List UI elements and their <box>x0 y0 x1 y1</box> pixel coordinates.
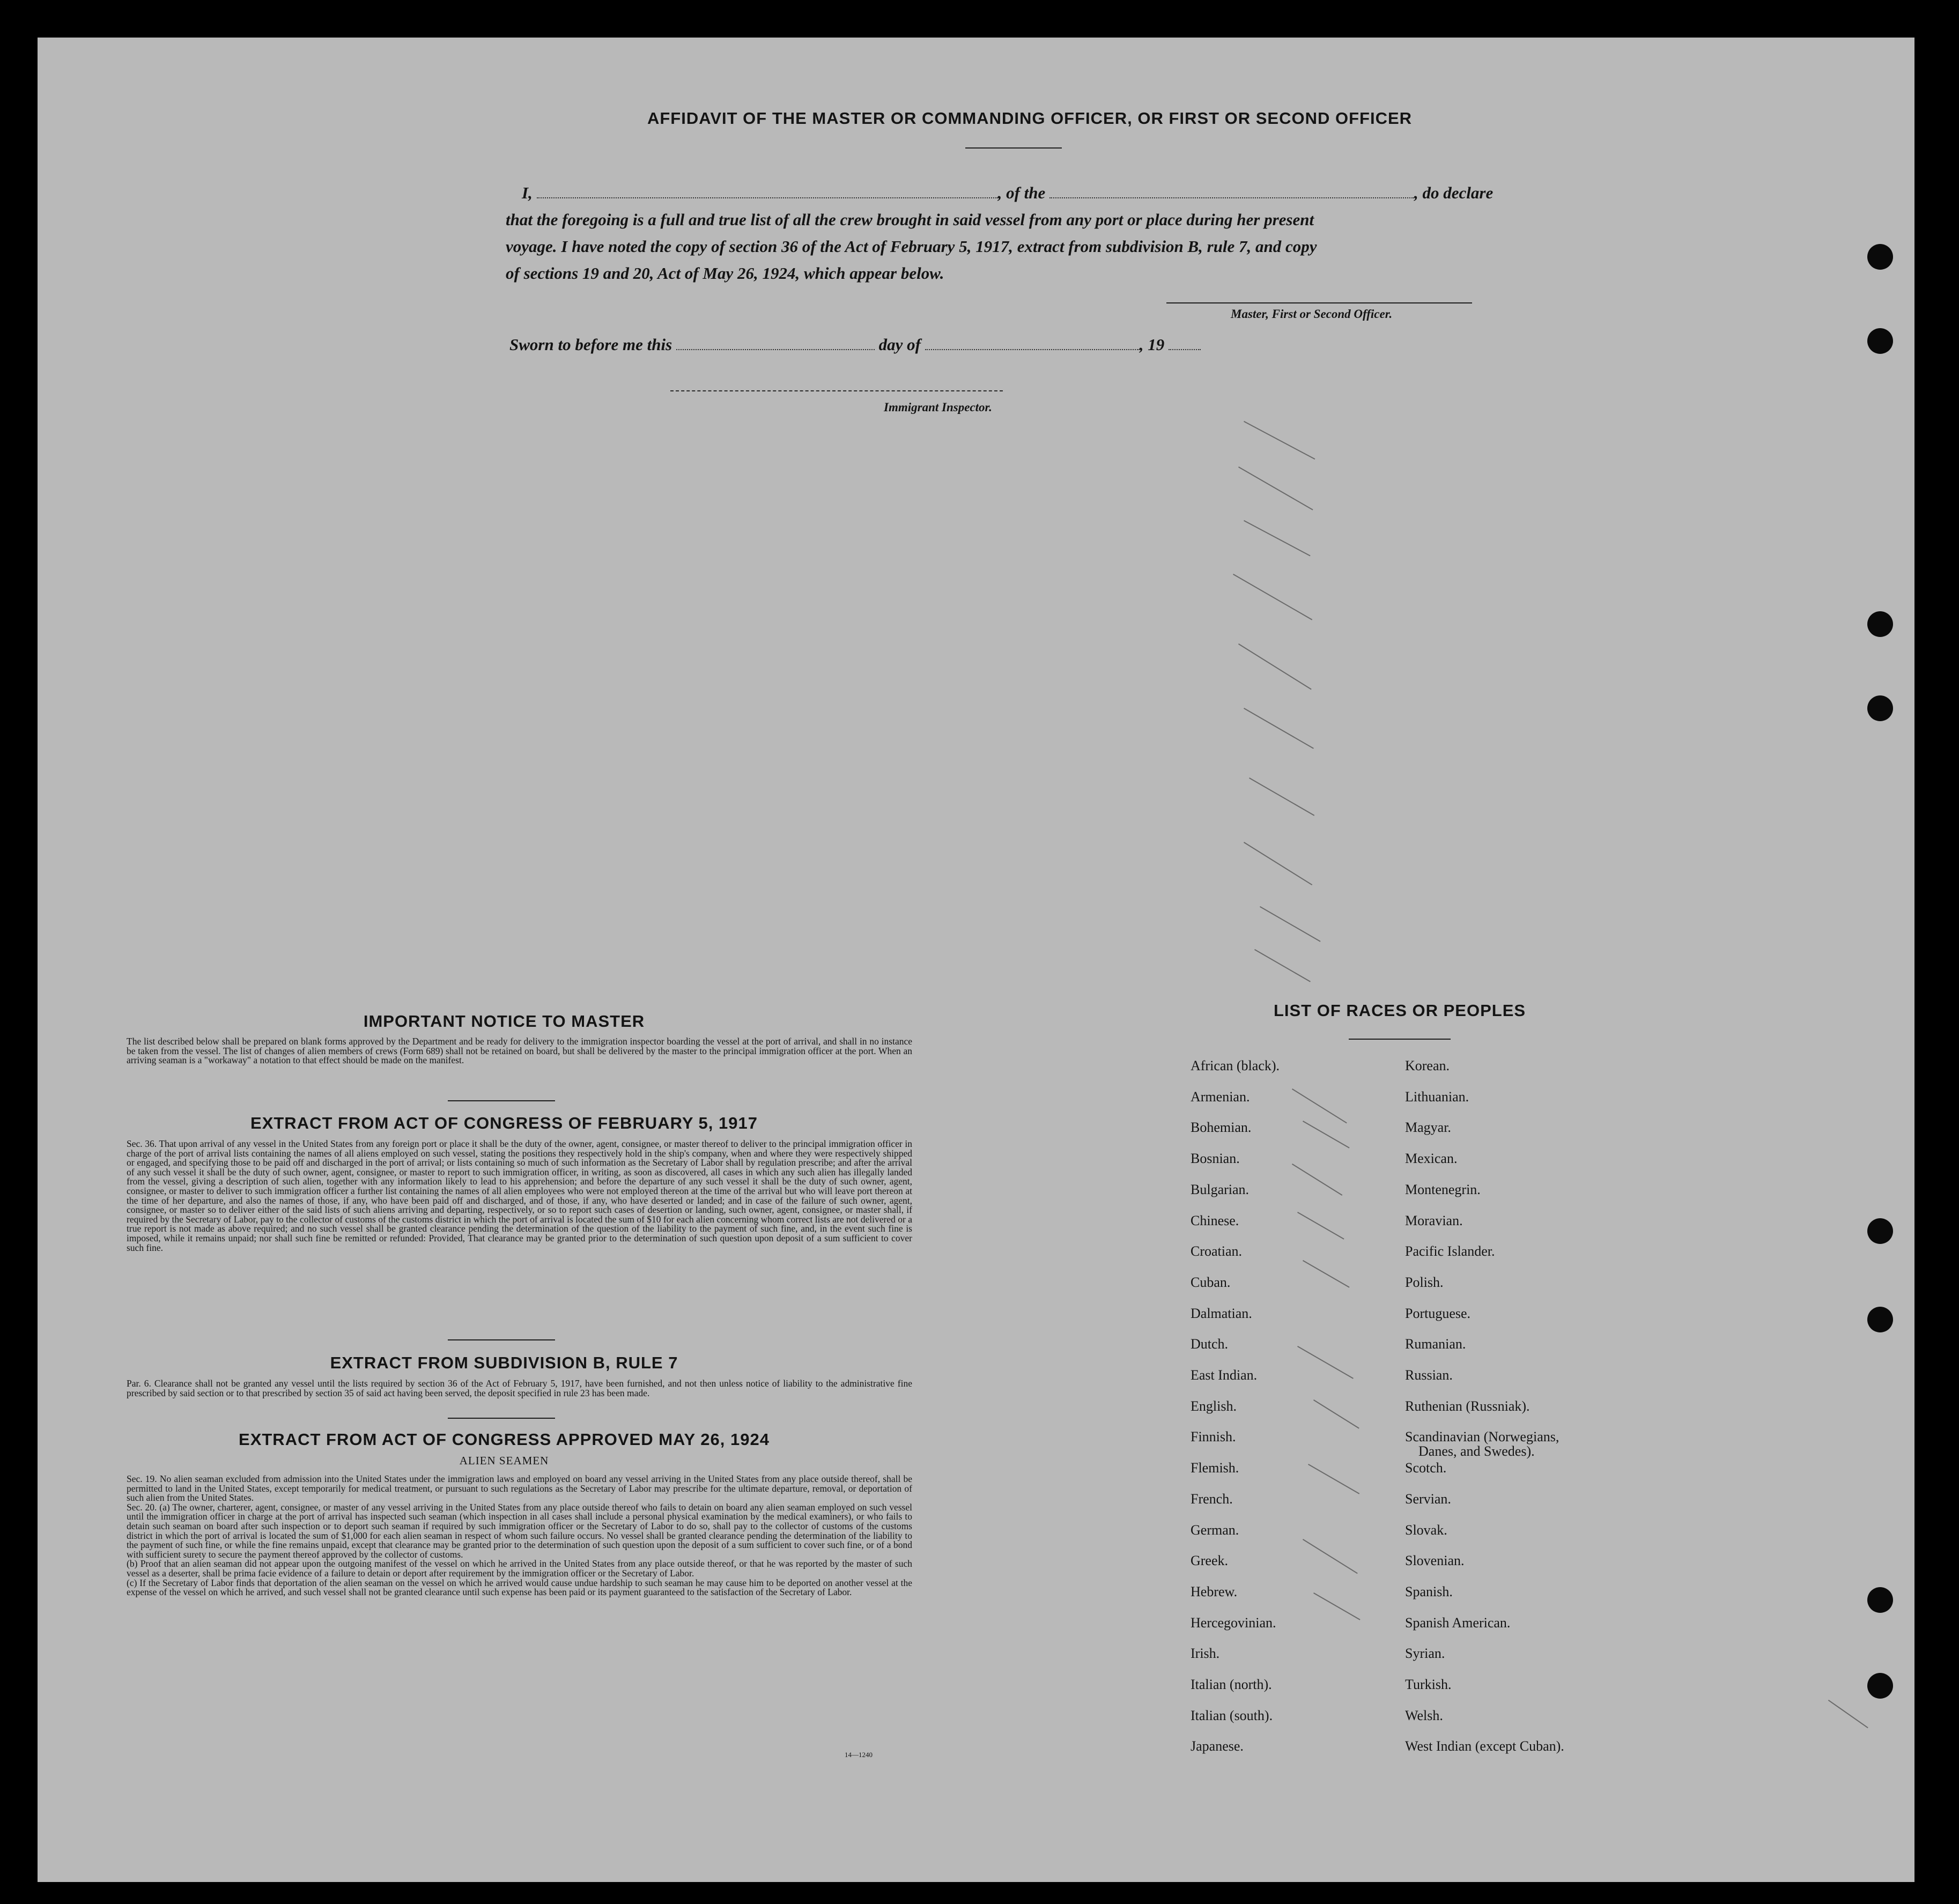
races-title: LIST OF RACES OR PEOPLES <box>1273 1001 1526 1020</box>
race-item: Syrian. <box>1405 1646 1445 1662</box>
binder-hole <box>1867 244 1893 270</box>
extract-1924-title: EXTRACT FROM ACT OF CONGRESS APPROVED MAY 26, 1924 <box>239 1430 770 1449</box>
extract-1924-subtitle: ALIEN SEAMEN <box>459 1454 549 1467</box>
day-of-label: day of <box>878 335 921 354</box>
race-item: Cuban. <box>1191 1274 1231 1290</box>
race-item: Pacific Islander. <box>1405 1243 1495 1260</box>
form-sheet <box>38 38 1914 1882</box>
pen-stroke <box>1828 1700 1868 1728</box>
race-item: Scotch. <box>1405 1460 1447 1476</box>
race-item: French. <box>1191 1491 1233 1507</box>
inspector-signature-line[interactable] <box>670 390 1003 391</box>
extract-rule7-body: Par. 6. Clearance shall not be granted any vessel until the lists required by section 36 of the Act of February 5, 1917, have been furnished, and not then unless notice of liability to the administrative fine prescribed by said section or to that prescribed by section 35 of said act having been served, the deposit specified in rule 23 has been made. <box>127 1378 912 1398</box>
extract-1917-title: EXTRACT FROM ACT OF CONGRESS OF FEBRUARY 5, 1917 <box>250 1114 758 1132</box>
pen-stroke <box>1292 1088 1347 1123</box>
notice-title: IMPORTANT NOTICE TO MASTER <box>363 1012 645 1031</box>
race-item: Irish. <box>1191 1646 1220 1662</box>
race-item: Greek. <box>1191 1553 1229 1569</box>
race-item: Danes, and Swedes). <box>1418 1443 1535 1460</box>
binder-hole <box>1867 611 1893 637</box>
vessel-name-blank[interactable] <box>1049 197 1414 198</box>
affidavit-title: AFFIDAVIT OF THE MASTER OR COMMANDING OFFICER, OR FIRST OR SECOND OFFICER <box>647 109 1413 128</box>
race-item: West Indian (except Cuban). <box>1405 1738 1564 1754</box>
pen-stroke <box>1308 1464 1359 1494</box>
pen-stroke <box>1244 421 1315 460</box>
binder-hole <box>1867 1307 1893 1332</box>
race-item: Magyar. <box>1405 1120 1451 1136</box>
sworn-day-blank[interactable] <box>676 349 875 350</box>
pen-stroke <box>1233 574 1312 620</box>
extract-rule7-divider <box>448 1418 555 1419</box>
extract-1917-body: Sec. 36. That upon arrival of any vessel in the United States from any foreign port or place it shall be the duty of the owner, agent, consignee, or master thereof to deliver to the principal immigration officer in charge of the port of arrival lists containing the names of all aliens employed on such vessel, stating the positions they respectively hold in the ship's company, when and where they were respectively shipped or engaged, and specifying those to be paid off and discharged in the port of arrival; or lists containing so much of such information as the Secretary of Labor shall by regulation prescribe; and after the arrival of any such vessel it shall be the duty of such owner, agent, consignee, or master to report to such immigration officer, in writing, as soon as discovered, all cases in which any such alien has illegally landed from the vessel, giving a description of such alien, together with any information likely to lead to his apprehension; and before the departure of any such vessel it shall be the duty of such owner, agent, consignee, or master to deliver to such immigration officer a further list containing the names of all alien employees who were not employed thereon at the time of the arrival but who will leave port thereon at the time of her departure, and also the names of those, if any, who have been paid off and discharged, and of those, if any, who have deserted or landed; and in case of the failure of such owner, agent, consignee, or master so to deliver either of the said lists of such aliens arriving and departing, respectively, or so to report such cases of desertion or landing, such owner, agent, consignee, or master shall, if required by the Secretary of Labor, pay to the collector of customs of the customs district in which the port of arrival is located the sum of $10 for each alien concerning whom correct lists are not delivered or a true report is not made as above required; and no such vessel shall be granted clearance pending the determination of the question of the liability to the payment of such fine, and, in the event such fine is imposed, while it remains unpaid; nor shall such fine be remitted or refunded: Provided, That clearance may be granted prior to the determination of such question upon deposit of a sum sufficient to cover such fine. <box>127 1138 912 1253</box>
pen-stroke <box>1303 1260 1350 1288</box>
pen-stroke <box>1292 1164 1342 1196</box>
do-declare-label: , do declare <box>1414 183 1494 202</box>
pen-stroke <box>1244 708 1314 749</box>
master-signature-line[interactable] <box>1166 302 1472 303</box>
race-item: Spanish American. <box>1405 1614 1511 1631</box>
race-item: Croatian. <box>1191 1243 1243 1260</box>
sworn-label: Sworn to before me this <box>509 335 672 354</box>
race-item: Hebrew. <box>1191 1583 1238 1599</box>
binder-hole <box>1867 1587 1893 1613</box>
race-item: Ruthenian (Russniak). <box>1405 1398 1530 1414</box>
race-item: Hercegovinian. <box>1191 1614 1276 1631</box>
notice-divider <box>448 1100 555 1101</box>
declaration-line-3: voyage. I have noted the copy of section 36 of the Act of February 5, 1917, extract from subdivision B, rule 7, and copy <box>506 237 1317 256</box>
notice-body: The list described below shall be prepared on blank forms approved by the Department and be ready for delivery to the immigration inspector boarding the vessel at the port of arrival, and shall in no instance be taken from the vessel. The list of changes of alien members of crews (Form 689) shall not be retained on board, but shall be delivered by the master to the principal immigration officer at the port. When an arriving seaman is a "workaway" a notation to that effect should be made on the manifest. <box>127 1036 912 1066</box>
race-item: German. <box>1191 1522 1239 1538</box>
race-item: East Indian. <box>1191 1367 1258 1383</box>
of-the-label: , of the <box>997 183 1046 202</box>
pen-stroke <box>1297 1212 1344 1240</box>
master-signature-label: Master, First or Second Officer. <box>1231 307 1393 321</box>
title-divider <box>965 147 1062 149</box>
race-item: African (black). <box>1191 1058 1280 1073</box>
i-label: I, <box>522 183 533 202</box>
sworn-line <box>509 335 1201 354</box>
race-item: Russian. <box>1405 1367 1453 1383</box>
declaration-line-2: that the foregoing is a full and true list of all the crew brought in said vessel from any port or place during her present <box>506 210 1314 229</box>
race-item: Lithuanian. <box>1405 1088 1469 1105</box>
pen-stroke <box>1254 949 1311 982</box>
race-item: Turkish. <box>1405 1677 1452 1692</box>
pen-stroke <box>1244 842 1312 885</box>
races-divider <box>1349 1039 1451 1040</box>
race-item: Polish. <box>1405 1274 1444 1290</box>
race-item: Dutch. <box>1191 1336 1229 1352</box>
declaration-line-4: of sections 19 and 20, Act of May 26, 1924, which appear below. <box>506 264 944 283</box>
sec-19-text: Sec. 19. No alien seaman excluded from admission into the United States under the immigration laws and employed on board any vessel arriving in the United States from any place outside thereof, shall be permitted to land in the United States, except temporarily for medical treatment, or pursuant to such regulations as the Secretary of Labor may prescribe for the ultimate departure, removal, or deportation of such alien from the United States. <box>127 1473 912 1503</box>
race-item: Armenian. <box>1191 1088 1250 1105</box>
race-item: Chinese. <box>1191 1212 1239 1228</box>
race-item: Bosnian. <box>1191 1151 1240 1167</box>
pen-stroke <box>1303 1121 1350 1149</box>
affidavit-declaration <box>506 180 1551 287</box>
sworn-month-blank[interactable] <box>925 349 1140 350</box>
pen-stroke <box>1303 1539 1358 1574</box>
race-item: Japanese. <box>1191 1738 1244 1754</box>
master-name-blank[interactable] <box>537 197 998 198</box>
race-item: Korean. <box>1405 1058 1450 1073</box>
extract-1917-divider <box>448 1339 555 1340</box>
form-number: 14—1240 <box>845 1751 873 1759</box>
race-item: Rumanian. <box>1405 1336 1466 1352</box>
pen-stroke <box>1238 466 1313 510</box>
pen-stroke <box>1313 1592 1361 1620</box>
sec-20a-text: Sec. 20. (a) The owner, charterer, agent, consignee, or master of any vessel arriving in the United States from any place outside thereof who fails to detain on board any alien seaman employed on such vessel until the immigration officer in charge at the port of arrival has inspected such seaman (which inspection in all cases shall include a personal physical examination by the medical examiners), or who fails to detain such seaman on board after such inspection or to deport such seaman if required by such immigration officer or the Secretary of Labor to do so, shall pay to the collector of customs of the customs district in which the port of arrival is located the sum of $1,000 for each alien seaman in respect of whom such failure occurs. No vessel shall be granted clearance pending the determination of the liability to the payment of such fine, or while the fine remains unpaid, except that clearance may be granted prior to the determination of such question upon the deposit of a sum sufficient to cover such fine, or of a bond with sufficient surety to secure the payment thereof approved by the collector of customs. <box>127 1501 912 1560</box>
pen-stroke <box>1249 777 1314 816</box>
race-item: Finnish. <box>1191 1429 1236 1445</box>
race-item: Slovak. <box>1405 1522 1447 1538</box>
sec-20b-text: (b) Proof that an alien seaman did not appear upon the outgoing manifest of the vessel on which he arrived in the United States from any place outside thereof, or that he was reported by the master of such vessel as a deserter, shall be prima facie evidence of a failure to detain or deport after requirement by the immigration officer or the Secretary of Labor. <box>127 1558 912 1579</box>
pen-stroke <box>1238 643 1312 690</box>
race-item: Bulgarian. <box>1191 1181 1250 1197</box>
race-item: Welsh. <box>1405 1707 1443 1723</box>
race-item: Flemish. <box>1191 1460 1239 1476</box>
pen-stroke <box>1260 906 1321 942</box>
race-item: English. <box>1191 1398 1237 1414</box>
race-item: Italian (north). <box>1191 1677 1272 1692</box>
pen-stroke <box>1244 520 1311 556</box>
race-item: Italian (south). <box>1191 1707 1273 1723</box>
race-item: Moravian. <box>1405 1212 1463 1228</box>
race-item: Montenegrin. <box>1405 1181 1481 1197</box>
race-item: Slovenian. <box>1405 1553 1465 1569</box>
race-item: Servian. <box>1405 1491 1451 1507</box>
binder-hole <box>1867 328 1893 354</box>
inspector-label: Immigrant Inspector. <box>884 401 992 414</box>
extract-1924-body <box>127 1475 912 1597</box>
binder-hole <box>1867 1218 1893 1244</box>
race-item: Portuguese. <box>1405 1305 1471 1321</box>
binder-hole <box>1867 695 1893 721</box>
race-item: Dalmatian. <box>1191 1305 1252 1321</box>
race-item: Mexican. <box>1405 1151 1458 1167</box>
sworn-year-blank[interactable] <box>1169 349 1201 350</box>
pen-stroke <box>1297 1346 1354 1379</box>
sec-20c-text: (c) If the Secretary of Labor finds that deportation of the alien seaman on the vessel on which he arrived would cause undue hardship to such seaman he may cause him to be deported on another vessel at the expense of the vessel on which he arrived, and such vessel shall not be granted clearance until such expense has been paid or its payment guaranteed to the satisfaction of the Secretary of Labor. <box>127 1577 912 1598</box>
pen-stroke <box>1313 1399 1359 1429</box>
extract-rule7-title: EXTRACT FROM SUBDIVISION B, RULE 7 <box>330 1353 678 1372</box>
race-item: Scandinavian (Norwegians, <box>1405 1429 1559 1445</box>
binder-hole <box>1867 1673 1893 1699</box>
year-label: , 19 <box>1139 335 1165 354</box>
race-item: Spanish. <box>1405 1583 1453 1599</box>
race-item: Bohemian. <box>1191 1120 1252 1136</box>
